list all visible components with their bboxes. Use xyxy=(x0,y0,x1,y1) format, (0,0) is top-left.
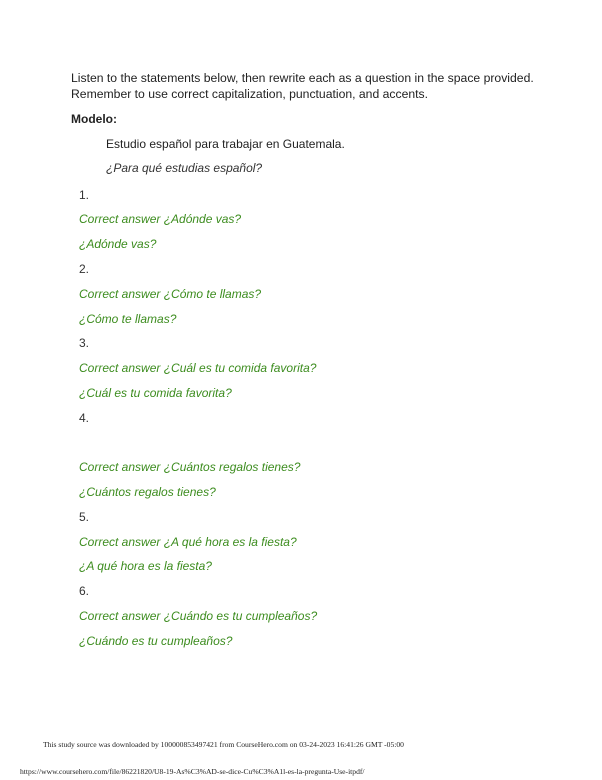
instructions-text: Listen to the statements below, then rewrite each as a question in the space provided. Remember to use correct capitalization, punctuation, and accents. xyxy=(71,71,534,101)
student-answer: ¿A qué hora es la fiesta? xyxy=(79,559,212,573)
item-number: 4. xyxy=(79,411,90,425)
correct-answer: Correct answer ¿Cuál es tu comida favorita? xyxy=(79,361,317,375)
student-answer: ¿Cuándo es tu cumpleaños? xyxy=(79,634,233,648)
item-number: 6. xyxy=(79,584,90,598)
model-question: ¿Para qué estudias español? xyxy=(106,161,263,175)
download-notice: This study source was downloaded by 100000853497421 from CourseHero.com on 03-24-2023 16:41:26 GMT -05:00 xyxy=(43,740,404,749)
student-answer: ¿Cuál es tu comida favorita? xyxy=(79,386,232,400)
source-url[interactable]: https://www.coursehero.com/file/86221820/U8-19-As%C3%AD-se-dice-Cu%C3%A1l-es-la-pregunta-Use-itpdf/ xyxy=(20,767,365,776)
student-answer: ¿Cómo te llamas? xyxy=(79,312,177,326)
correct-answer: Correct answer ¿A qué hora es la fiesta? xyxy=(79,535,297,549)
item-number: 3. xyxy=(79,336,90,350)
modelo-label: Modelo: xyxy=(71,112,117,126)
item-number: 1. xyxy=(79,188,90,202)
correct-answer: Correct answer ¿Cuándo es tu cumpleaños? xyxy=(79,609,318,623)
student-answer: ¿Cuántos regalos tienes? xyxy=(79,485,216,499)
correct-answer: Correct answer ¿Cómo te llamas? xyxy=(79,287,262,301)
item-number: 2. xyxy=(79,262,90,276)
item-number: 5. xyxy=(79,510,90,524)
correct-answer: Correct answer ¿Cuántos regalos tienes? xyxy=(79,460,301,474)
student-answer: ¿Adónde vas? xyxy=(79,237,157,251)
correct-answer: Correct answer ¿Adónde vas? xyxy=(79,212,242,226)
model-statement: Estudio español para trabajar en Guatemala. xyxy=(106,137,345,151)
